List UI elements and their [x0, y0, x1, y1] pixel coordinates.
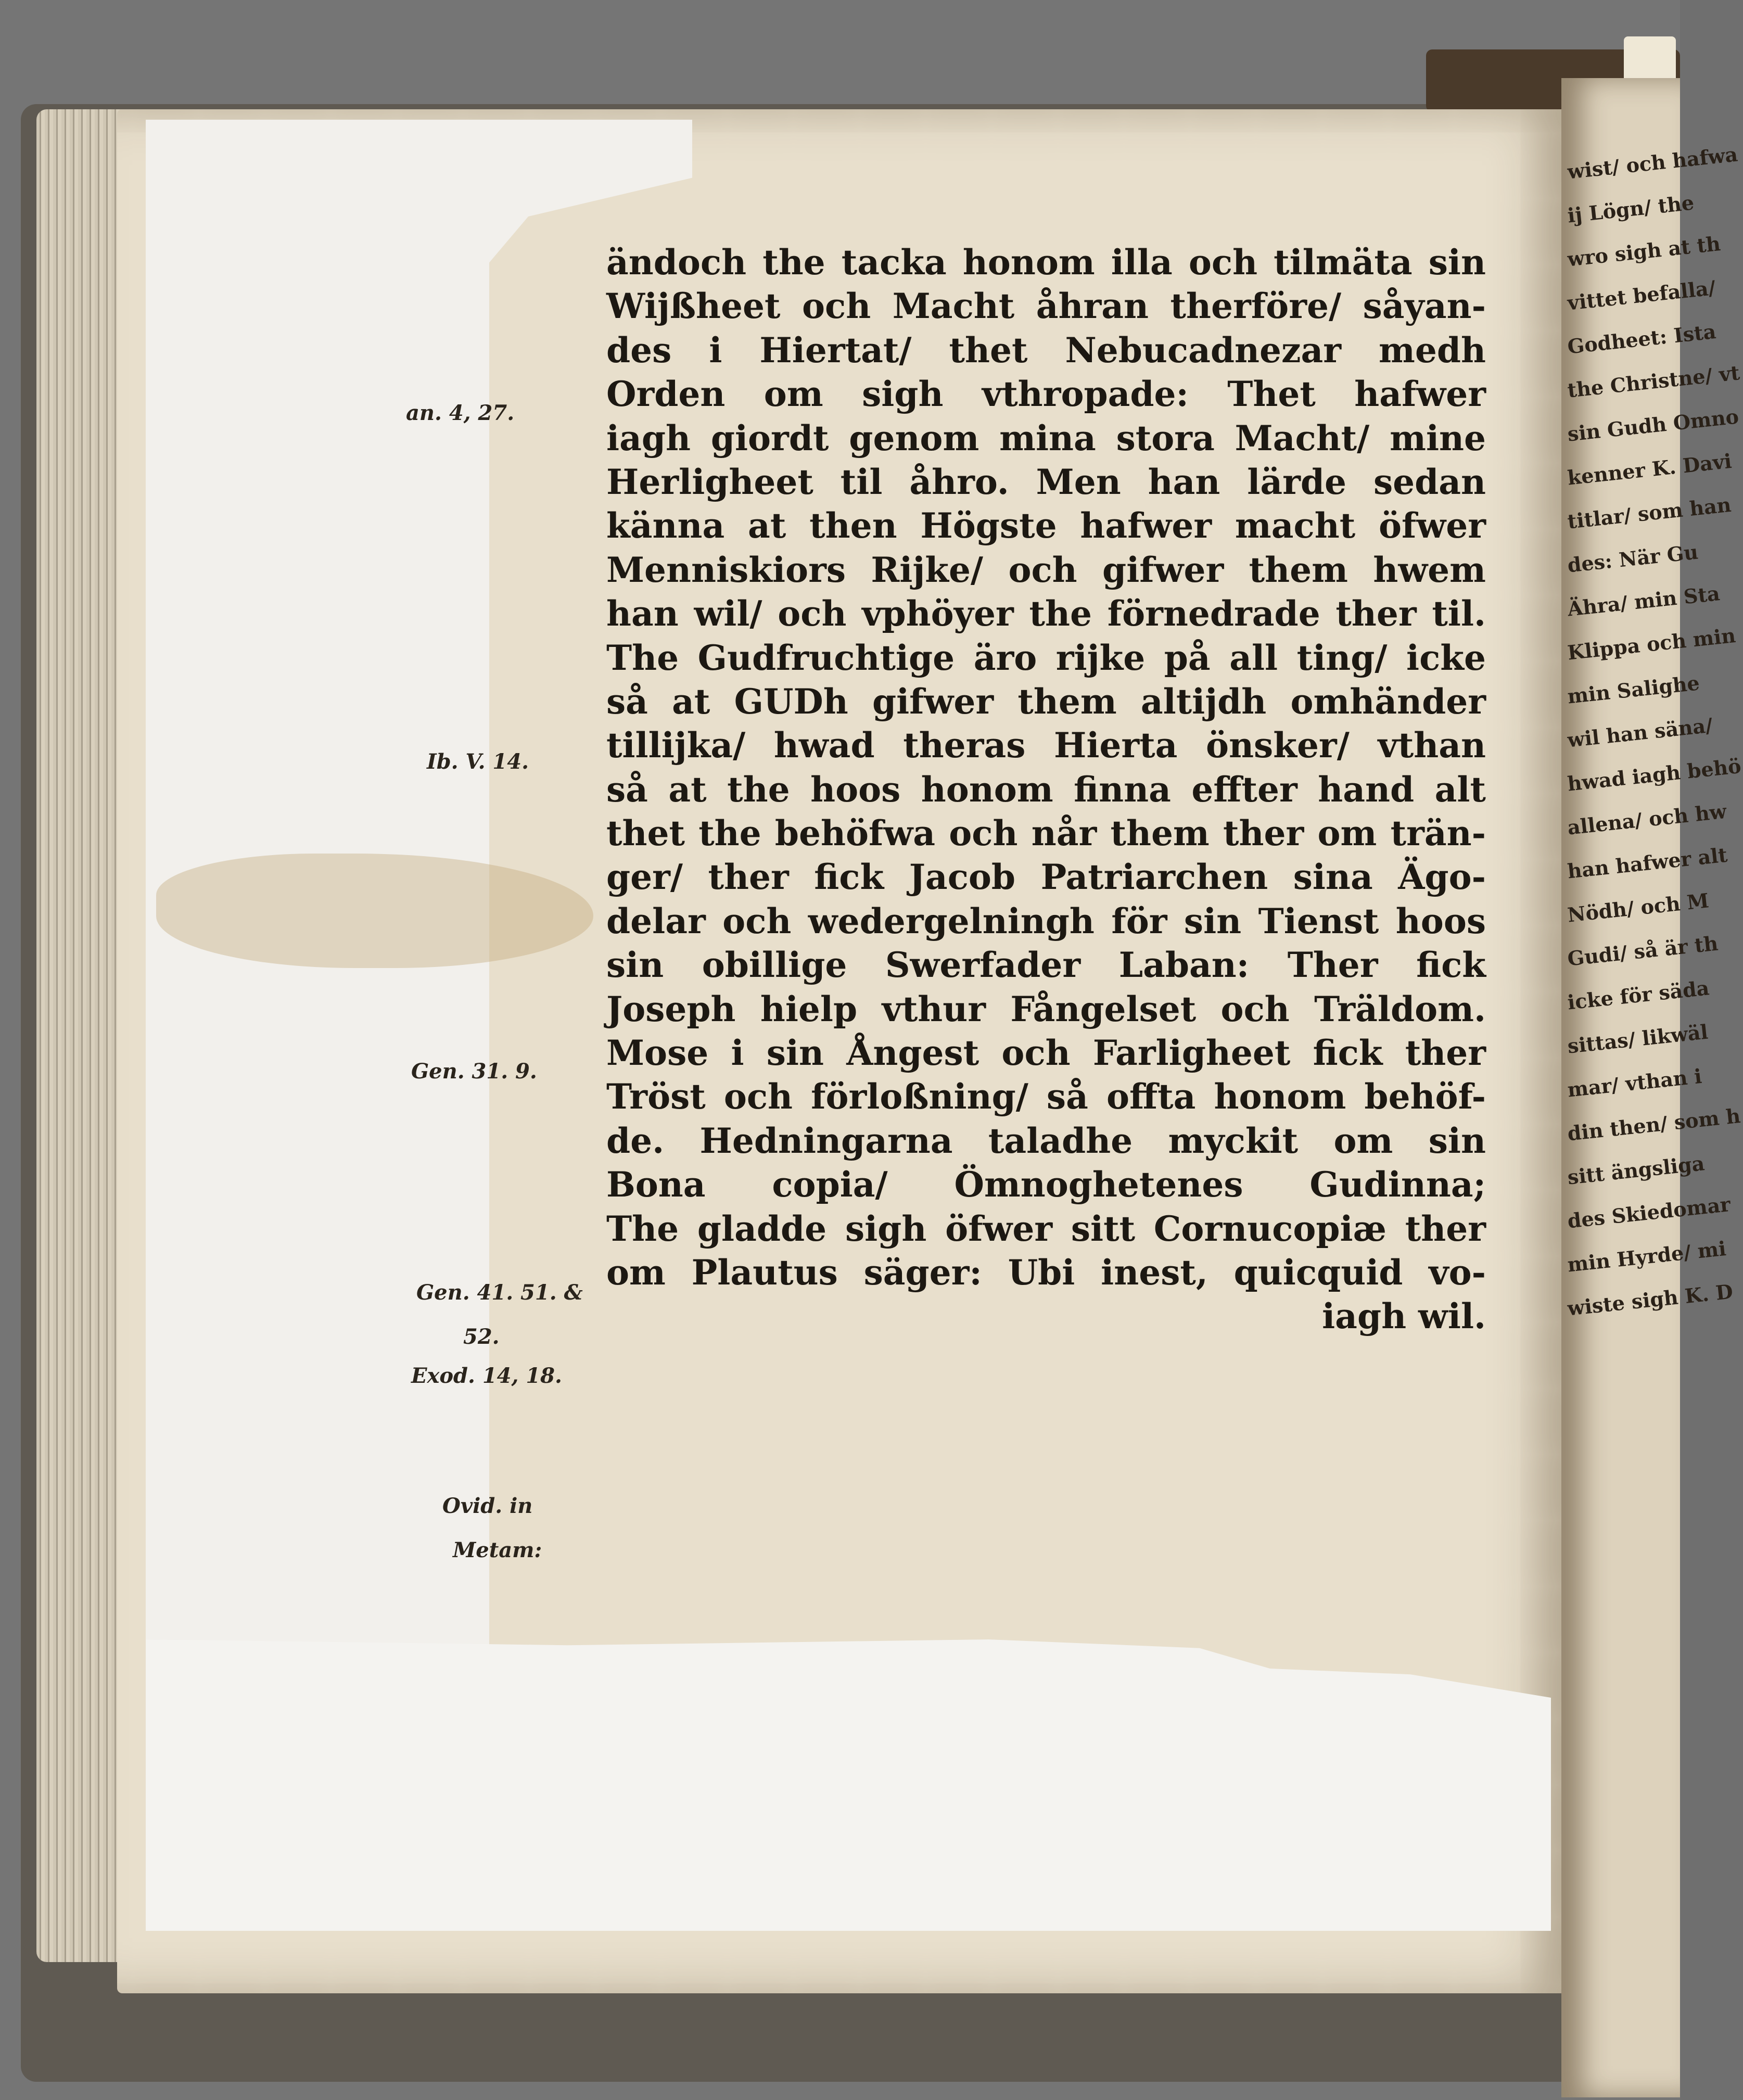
- text-line: delar och wedergelningh för sin Tienst hoos: [606, 900, 1486, 941]
- facing-text-line: ij Lögn/ the: [1566, 190, 1696, 227]
- facing-text-line: min Hyrde/ mi: [1566, 1236, 1727, 1277]
- text-line: Herligheet til åhro. Men han lärde sedan: [606, 461, 1486, 502]
- marginal-reference: Ovid. in: [442, 1494, 533, 1518]
- facing-text-line: min Salighe: [1566, 671, 1701, 708]
- facing-text-line: allena/ och hw: [1566, 799, 1728, 839]
- facing-text-line: Klippa och min: [1566, 623, 1737, 665]
- facing-text-line: hwad iagh behö: [1566, 754, 1742, 796]
- text-line: så at the hoos honom finna effter hand alt: [606, 769, 1486, 810]
- marginal-reference: 52.: [463, 1325, 500, 1349]
- facing-text-line: din then/ som h: [1566, 1103, 1742, 1146]
- text-line: han wil/ och vphöyer the förnedrade ther til.: [606, 593, 1486, 634]
- marginal-reference: Metam:: [453, 1538, 542, 1562]
- facing-text-line: Nödh/ och M: [1566, 888, 1710, 927]
- facing-text-line: des Skiedomar: [1566, 1192, 1732, 1233]
- text-line: ändoch the tacka honom illa och tilmäta sin: [606, 242, 1486, 283]
- text-line: ger/ ther fick Jacob Patriarchen sina Ägo-: [606, 857, 1486, 898]
- facing-page-text: [1561, 142, 1742, 1331]
- text-line: iagh giordt genom mina stora Macht/ mine: [606, 417, 1486, 459]
- text-line: des i Hiertat/ thet Nebucadnezar medh: [606, 329, 1486, 371]
- facing-text-line: wist/ och hafwa: [1566, 142, 1739, 184]
- marginal-reference: Gen. 31. 9.: [411, 1059, 537, 1084]
- facing-text-line: vittet befalla/: [1566, 276, 1717, 315]
- marginal-reference: Ib. V. 14.: [427, 749, 529, 774]
- facing-text-line: wil han säna/: [1566, 713, 1714, 752]
- text-line: Menniskiors Rijke/ och gifwer them hwem: [606, 549, 1486, 590]
- text-line: känna at then Högste hafwer macht öfwer: [606, 505, 1486, 546]
- text-line: de. Hedningarna taladhe myckit om sin: [606, 1120, 1486, 1161]
- text-line: om Plautus säger: Ubi inest, quicquid vo-: [606, 1252, 1486, 1293]
- text-line: tillijka/ hwad theras Hierta önsker/ vthan: [606, 725, 1486, 766]
- text-line: Joseph hielp vthur Fångelset och Träldom.: [606, 988, 1486, 1029]
- facing-text-line: kenner K. Davi: [1566, 449, 1733, 490]
- text-line: så at GUDh gifwer them altijdh omhänder: [606, 681, 1486, 722]
- facing-text-line: sitt ängsliga: [1566, 1151, 1706, 1189]
- main-text-block: [606, 240, 1486, 1339]
- text-line: Wijßheet och Macht åhran therföre/ såyan-: [606, 286, 1486, 327]
- paper-repair-bottom: [146, 1639, 1551, 1931]
- facing-text-line: mar/ vthan i: [1566, 1064, 1703, 1102]
- facing-text-line: han hafwer alt: [1566, 843, 1728, 883]
- facing-text-line: sin Gudh Omno: [1566, 404, 1740, 446]
- facing-text-line: wro sigh at th: [1566, 232, 1722, 271]
- facing-text-line: Gudi/ så är th: [1566, 931, 1720, 971]
- marginal-reference: an. 4, 27.: [406, 401, 515, 425]
- facing-text-line: the Christne/ vt: [1566, 361, 1741, 402]
- text-line: The Gudfruchtige äro rijke på all ting/ icke: [606, 637, 1486, 678]
- facing-text-line: sittas/ likwäl: [1566, 1020, 1709, 1058]
- facing-text-line: des: När Gu: [1566, 540, 1699, 577]
- marginal-reference: Exod. 14, 18.: [411, 1364, 562, 1388]
- text-line: Orden om sigh vthropade: Thet hafwer: [606, 374, 1486, 415]
- text-line: Bona copia/ Ömnoghetenes Gudinna;: [606, 1164, 1486, 1205]
- text-line: The gladde sigh öfwer sitt Cornucopiæ ther: [606, 1208, 1486, 1249]
- text-line-last: iagh wil.: [1322, 1296, 1486, 1337]
- facing-text-line: Godheet: Ista: [1566, 319, 1717, 359]
- text-line: Tröst och förloßning/ så offta honom behöf-: [606, 1076, 1486, 1117]
- text-line: thet the behöfwa och når them ther om trän-: [606, 813, 1486, 854]
- marginal-reference: Gen. 41. 51. &: [416, 1280, 583, 1305]
- text-line: sin obillige Swerfader Laban: Ther fick: [606, 945, 1486, 986]
- facing-text-line: icke för säda: [1566, 976, 1711, 1014]
- facing-text-line: wiste sigh K. D: [1566, 1279, 1734, 1320]
- facing-text-line: titlar/ som han: [1566, 492, 1733, 533]
- facing-text-line: Ähra/ min Sta: [1566, 581, 1721, 621]
- text-line: Mose i sin Ångest och Farligheet fick ther: [606, 1033, 1486, 1074]
